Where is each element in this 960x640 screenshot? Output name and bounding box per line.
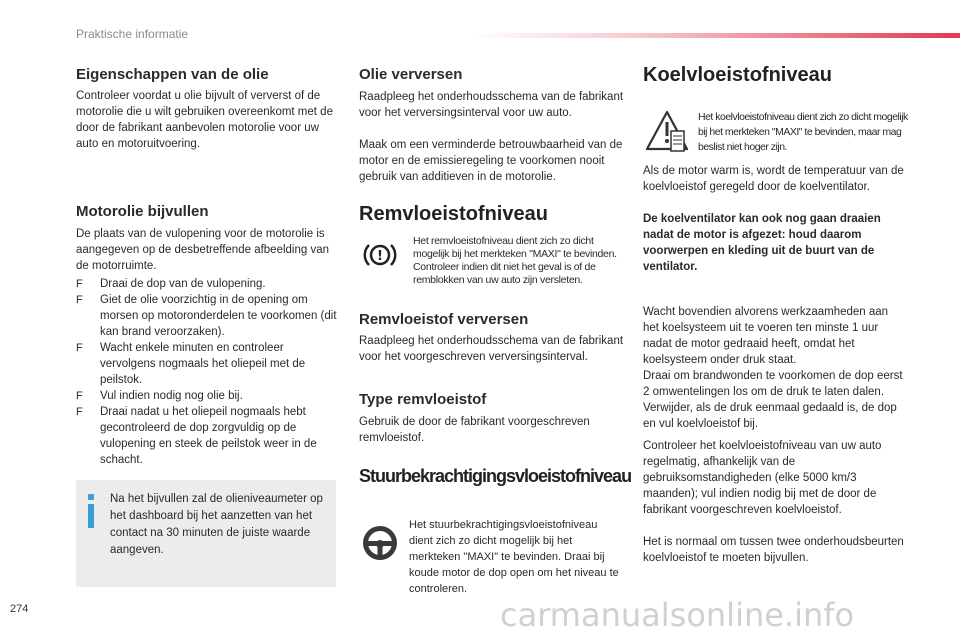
oil-properties-title: Eigenschappen van de olie [76, 66, 269, 83]
steering-fluid-icon-text: Het stuurbekrachtigingsvloeistofniveau dient zich zo dicht mogelijk bij het merkteken "MAXI" te bevinden. Draai bij koude motor de dop open om het niveau te controleren. [409, 519, 619, 595]
bullet-icon: F [76, 342, 83, 354]
oil-topup-title: Motorolie bijvullen [76, 203, 209, 220]
brake-fluid-type-text: Gebruik de door de fabrikant voorgeschreven remvloeistof. [359, 416, 590, 444]
steering-fluid-title: Stuurbekrachtigingsvloeistofniveau [359, 466, 632, 486]
watermark: carmanualsonline.info [500, 596, 855, 634]
brake-fluid-change-text: Raadpleeg het onderhoudsschema van de fabrikant voor het voorgeschreven verversingsinterval. [359, 335, 624, 363]
list-item: F Draai nadat u het oliepeil nogmaals hebt gecontroleerd de dop zorgvuldig op de vulopening en steek de peilstok weer in de schacht. [76, 406, 317, 466]
page-number: 274 [10, 603, 29, 615]
oil-change-title: Olie verversen [359, 66, 463, 83]
info-note-box [76, 480, 336, 587]
brake-fluid-type-title: Type remvloeistof [359, 391, 487, 408]
brake-fluid-icon-text: Het remvloeistofniveau dient zich zo dicht mogelijk bij het merkteken "MAXI" te bevinden. Controleer indien dit niet het geval is of de remblokken van uw auto zijn versleten. [413, 235, 617, 286]
list-item: F Draai de dop van de vulopening. [76, 278, 266, 290]
list-item: F Giet de olie voorzichtig in de opening om morsen op motoronderdelen te voorkomen (dit kan brand veroorzaken). [76, 294, 337, 338]
list-item: F Vul indien nodig nog olie bij. [76, 390, 243, 402]
brake-warning-icon [361, 236, 399, 274]
coolant-text-5: Het is normaal om tussen twee onderhoudsbeurten koelvloeistof te moeten bijvullen. [643, 536, 904, 564]
coolant-title: Koelvloeistofniveau [643, 64, 832, 86]
header-accent-bar [470, 33, 960, 38]
bullet-icon: F [76, 294, 83, 306]
info-note-text: Na het bijvullen zal de olieniveaumeter op het dashboard bij het aanzetten van het contact na 30 minuten de juiste waarde aangeven. [110, 493, 323, 556]
coolant-text-2: Wacht bovendien alvorens werkzaamheden aan het koelsysteem uit te voeren ten minste 1 uur nadat de motor gedraaid heeft, omdat het koelsysteem onder druk staat. [643, 306, 889, 366]
bullet-icon: F [76, 278, 83, 290]
bullet-icon: F [76, 390, 83, 402]
brake-fluid-change-title: Remvloeistof verversen [359, 311, 529, 328]
oil-topup-steps [76, 276, 338, 468]
oil-change-text-1: Raadpleeg het onderhoudsschema van de fabrikant voor het verversingsinterval voor uw auto. [359, 91, 624, 119]
info-icon [88, 494, 94, 528]
section-header: Praktische informatie [76, 27, 189, 41]
coolant-warning-icon [644, 109, 690, 155]
oil-change-text-2: Maak om een verminderde betrouwbaarheid van de motor en de emissieregeling te voorkomen nooit gebruik van additieven in de motorolie. [359, 139, 623, 183]
oil-properties-text: Controleer voordat u olie bijvult of ververst of de motorolie die u wilt gebruiken overeenkomt met de door de fabrikant aanbevolen motorolie voor uw auto en motoruitvoering. [76, 90, 333, 150]
list-item: F Wacht enkele minuten en controleer vervolgens nogmaals het oliepeil met de peilstok. [76, 342, 306, 386]
coolant-text-3: Draai om brandwonden te voorkomen de dop eerst 2 omwentelingen los om de druk te laten dalen. Verwijder, als de druk eenmaal gedaald is, de dop en vul koelvloeistof bij. [643, 370, 903, 430]
steering-wheel-icon [360, 523, 400, 563]
coolant-warning-text: De koelventilator kan ook nog gaan draaien nadat de motor is afgezet: houd daarom voorwerpen en kleding uit de buurt van de ventilator. [643, 213, 881, 273]
coolant-icon-text: Het koelvloeistofniveau dient zich zo dicht mogelijk bij het merkteken "MAXI" te bevinden, maar mag beslist niet hoger zijn. [698, 111, 908, 153]
svg-text:!: ! [377, 249, 383, 264]
oil-topup-intro: De plaats van de vulopening voor de motorolie is aangegeven op de desbetreffende afbeelding van de motorruimte. [76, 228, 330, 272]
coolant-text-4: Controleer het koelvloeistofniveau van uw auto regelmatig, afhankelijk van de gebruiksomstandigheden (elke 5000 km/3 maanden); vul indien nodig bij met de door de fabrikant voorgeschreven koelvloeistof. [643, 440, 882, 516]
brake-fluid-title: Remvloeistofniveau [359, 203, 548, 225]
bullet-icon: F [76, 406, 83, 418]
coolant-text-1: Als de motor warm is, wordt de temperatuur van de koelvloeistof geregeld door de koelventilator. [643, 165, 904, 193]
